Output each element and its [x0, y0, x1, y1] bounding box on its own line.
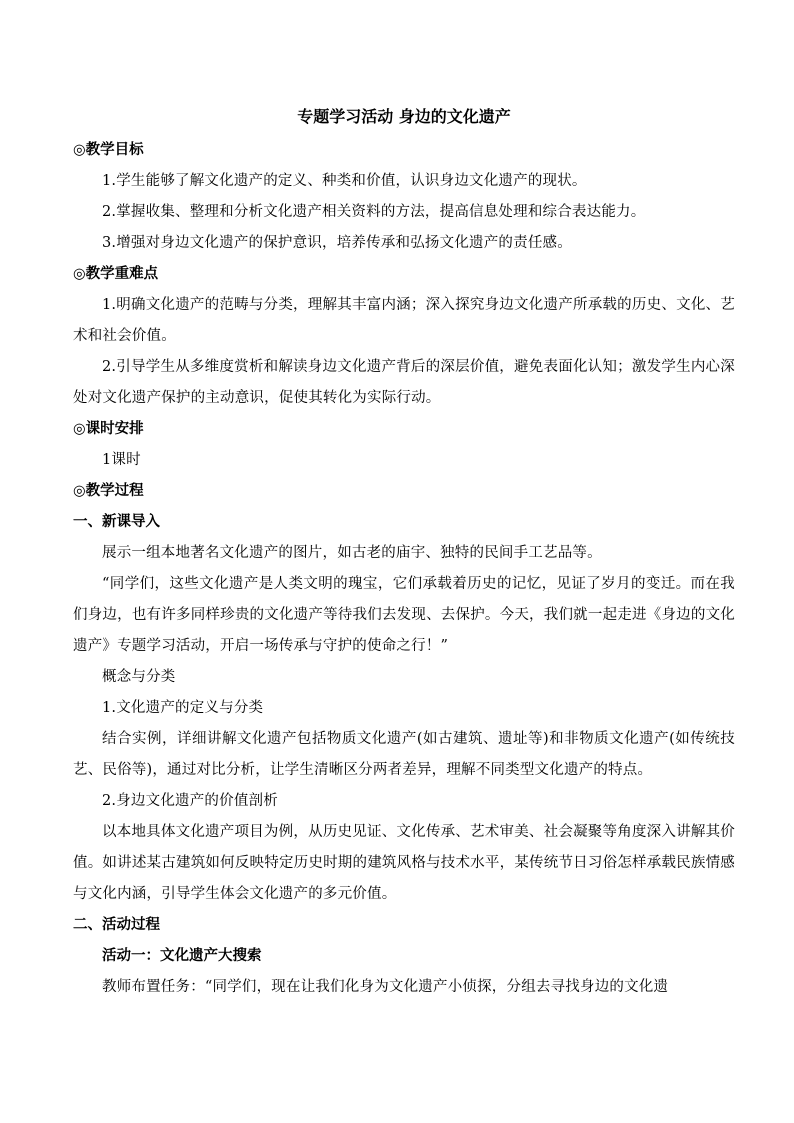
- activities-heading: 二、活动过程: [73, 917, 160, 933]
- intro-paragraph: “同学们，这些文化遗产是人类文明的瑰宝，它们承载着历史的记忆，见证了岁月的变迁。而在我们身边，也有许多同样珍贵的文化遗产等待我们去发现、去保护。今天，我们就一起走进《身边的文化遗产》专题学习活动，开启一场传承与守护的使命之行！”: [73, 576, 735, 654]
- schedule-heading: ◎课时安排: [73, 421, 144, 437]
- key-point-item: 1.明确文化遗产的范畴与分类，理解其丰富内涵；深入探究身边文化遗产所承载的历史、文化、艺术和社会价值。: [73, 297, 735, 344]
- schedule-text: 1课时: [102, 452, 141, 468]
- objectives-heading: ◎教学目标: [73, 142, 144, 158]
- activity-one-text: 教师布置任务：“同学们，现在让我们化身为文化遗产小侦探，分组去寻找身边的文化遗: [102, 979, 669, 995]
- intro-paragraph: 2.身边文化遗产的价值剖析: [102, 793, 278, 809]
- intro-paragraph: 1.文化遗产的定义与分类: [102, 700, 264, 716]
- key-points-heading: ◎教学重难点: [73, 266, 159, 282]
- objective-item: 3.增强对身边文化遗产的保护意识，培养传承和弘扬文化遗产的责任感。: [102, 235, 572, 251]
- objective-item: 2.掌握收集、整理和分析文化遗产相关资料的方法，提高信息处理和综合表达能力。: [102, 204, 646, 220]
- intro-paragraph: 概念与分类: [102, 669, 176, 685]
- document-page: [73, 105, 735, 1003]
- intro-heading: 一、新课导入: [73, 514, 160, 530]
- key-point-item: 2.引导学生从多维度赏析和解读身边文化遗产背后的深层价值，避免表面化认知；激发学生内心深处对文化遗产保护的主动意识，促使其转化为实际行动。: [73, 359, 735, 406]
- process-heading: ◎教学过程: [73, 483, 144, 499]
- intro-paragraph: 展示一组本地著名文化遗产的图片，如古老的庙宇、独特的民间手工艺品等。: [102, 545, 602, 561]
- objective-item: 1.学生能够了解文化遗产的定义、种类和价值，认识身边文化遗产的现状。: [102, 173, 587, 189]
- intro-paragraph: 以本地具体文化遗产项目为例，从历史见证、文化传承、艺术审美、社会凝聚等角度深入讲解其价值。如讲述某古建筑如何反映特定历史时期的建筑风格与技术水平，某传统节日习俗怎样承载民族情感与文化内涵，引导学生体会文化遗产的多元价值。: [73, 824, 735, 902]
- intro-paragraph: 结合实例，详细讲解文化遗产包括物质文化遗产(如古建筑、遗址等)和非物质文化遗产(如传统技艺、民俗等)，通过对比分析，让学生清晰区分两者差异，理解不同类型文化遗产的特点。: [73, 731, 735, 778]
- document-title: 专题学习活动 身边的文化遗产: [297, 107, 511, 126]
- activity-one-heading: 活动一：文化遗产大搜索: [102, 948, 262, 964]
